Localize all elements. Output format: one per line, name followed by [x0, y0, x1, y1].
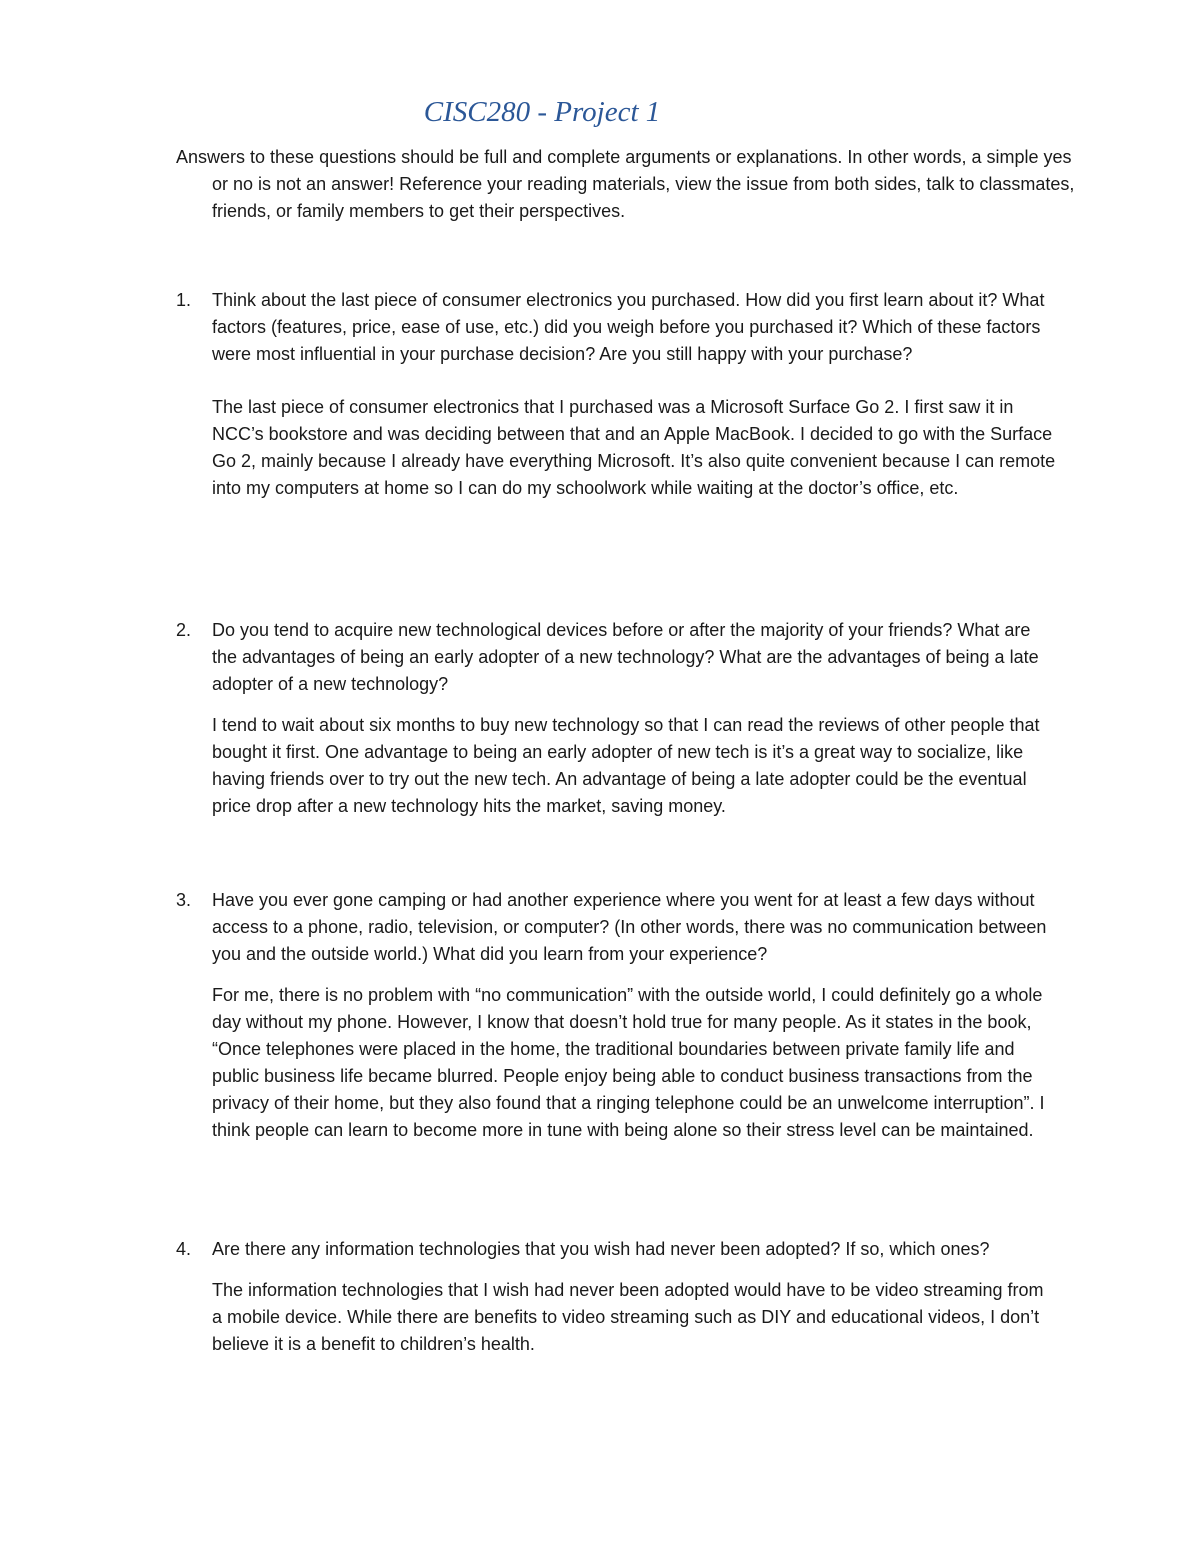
question-text-row — [176, 617, 1056, 698]
question-item — [176, 1236, 1056, 1358]
question-text: Think about the last piece of consumer electronics you purchased. How did you first learn about it? What factors (features, price, ease of use, etc.) did you weigh before you purchased it? Which of these factors were most influential in your purchase decision? Are you still happy with your purchase? — [212, 290, 1045, 364]
question-item — [176, 617, 1056, 820]
question-number: 4. — [176, 1239, 192, 1259]
instructions-paragraph: Answers to these questions should be full and complete arguments or explanations. In other words, a simple yes or no is not an answer! Reference your reading materials, view the issue from both sides, talk to classmates, friends, or family members to get their perspectives. — [176, 147, 1075, 221]
question-text-row — [176, 287, 1056, 368]
question-number: 1. — [176, 290, 192, 310]
answer-paragraph: I tend to wait about six months to buy new technology so that I can read the reviews of other people that bought it first. One advantage to being an early adopter of new tech is it’s a great way to socialize, like having friends over to try out the new tech. An advantage of being a late adopter could be the eventual price drop after a new technology hits the market, saving money. — [212, 715, 1040, 816]
question-item — [176, 887, 1056, 1144]
question-text: Do you tend to acquire new technological devices before or after the majority of your friends? What are the advantages of being an early adopter of a new technology? What are the advantages of being a late adopter of a new technology? — [212, 620, 1039, 694]
question-text: Are there any information technologies that you wish had never been adopted? If so, which ones? — [212, 1239, 990, 1259]
question-number: 2. — [176, 620, 192, 640]
question-number: 3. — [176, 890, 192, 910]
question-item — [176, 287, 1056, 502]
question-text: Have you ever gone camping or had another experience where you went for at least a few days without access to a phone, radio, television, or computer? (In other words, there was no communication between you and the outside world.) What did you learn from your experience? — [212, 890, 1047, 964]
document-title: CISC280 - Project 1 — [423, 96, 661, 128]
question-text-row — [176, 1236, 1056, 1263]
answer-paragraph: For me, there is no problem with “no communication” with the outside world, I could definitely go a whole day without my phone. However, I know that doesn’t hold true for many people. As it states in the book, “Once telephones were placed in the home, the traditional boundaries between private family life and public business life became blurred. People enjoy being able to conduct business transactions from the privacy of their home, but they also found that a ringing telephone could be an unwelcome interruption”. I think people can learn to become more in tune with being alone so their stress level can be maintained. — [212, 985, 1045, 1140]
answer-paragraph: The last piece of consumer electronics that I purchased was a Microsoft Surface Go 2. I first saw it in NCC’s bookstore and was deciding between that and an Apple MacBook. I decided to go with the Surface Go 2, mainly because I already have everything Microsoft. It’s also quite convenient because I can remote into my computers at home so I can do my schoolwork while waiting at the doctor’s office, etc. — [212, 397, 1056, 498]
question-text-row — [176, 887, 1056, 968]
answer-paragraph: The information technologies that I wish had never been adopted would have to be video streaming from a mobile device. While there are benefits to video streaming such as DIY and educational videos, I don’t believe it is a benefit to children’s health. — [212, 1280, 1044, 1354]
